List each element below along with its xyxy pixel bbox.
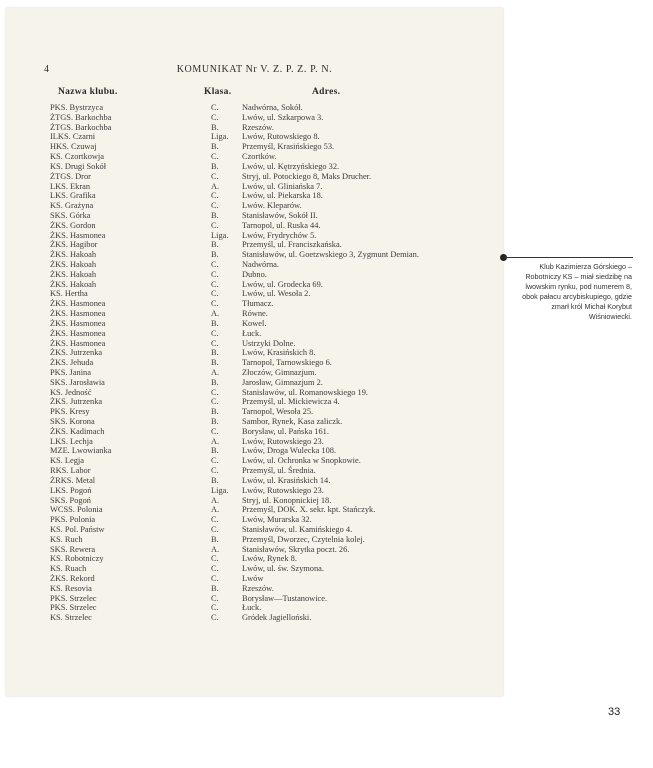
- club-address: Przemyśl, ul. Średnia.: [242, 466, 316, 476]
- club-address: Łuck.: [242, 603, 262, 613]
- club-address: Kowel.: [242, 318, 267, 328]
- column-header-class: Klasa.: [204, 87, 232, 97]
- club-name: ŻKS. Kadimach: [50, 426, 105, 436]
- club-row: [6, 466, 503, 476]
- club-name: ŻKS. Hasmonea: [50, 318, 106, 328]
- club-row: [6, 505, 503, 515]
- club-row: [6, 182, 503, 192]
- club-address: Lwów, ul. Szkarpowa 3.: [242, 112, 324, 122]
- club-row: [6, 172, 503, 182]
- club-list: [6, 103, 503, 623]
- club-row: [6, 231, 503, 241]
- club-class: C.: [211, 564, 219, 574]
- club-name: KS. Jedność: [50, 387, 92, 397]
- club-name: ŻKS. Hagibor: [50, 240, 98, 250]
- club-row: [6, 152, 503, 162]
- club-name: ŻKS. Hakoah: [50, 279, 97, 289]
- club-name: PKS. Bystrzyca: [50, 103, 104, 112]
- club-class: C.: [211, 613, 219, 623]
- club-class: B.: [211, 318, 219, 328]
- club-row: [6, 545, 503, 555]
- club-name: KS. Grażyna: [50, 201, 94, 211]
- club-name: KS. Pol. Państw: [50, 524, 105, 534]
- club-class: C.: [211, 397, 219, 407]
- club-address: Przemyśl, Krasińskiego 53.: [242, 142, 335, 152]
- club-name: LKS. Grafika: [50, 191, 96, 201]
- club-class: B.: [211, 122, 219, 132]
- club-name: KS. Strzelec: [50, 613, 92, 623]
- club-address: Tłumacz.: [242, 299, 274, 309]
- club-class: B.: [211, 407, 219, 417]
- club-row: [6, 564, 503, 574]
- club-name: ŻTGS. Dror: [50, 171, 91, 181]
- club-row: [6, 388, 503, 398]
- club-row: [6, 603, 503, 613]
- club-name: ŻRKS. Metal: [50, 475, 96, 485]
- club-name: LKS. Pogoń: [50, 485, 92, 495]
- club-name: PKS. Kresy: [50, 407, 90, 417]
- club-address: Stanisławów, ul. Kamińskiego 4.: [242, 524, 353, 534]
- club-class: C.: [211, 515, 219, 525]
- club-row: [6, 427, 503, 437]
- club-class: C.: [211, 112, 219, 122]
- club-class: C.: [211, 426, 219, 436]
- club-row: [6, 299, 503, 309]
- club-address: Lwów. Kleparów.: [242, 201, 302, 211]
- club-address: Lwów, ul. Krasińskich 14.: [242, 475, 331, 485]
- header-title: KOMUNIKAT Nr V. Z. P. Z. P. N.: [176, 64, 333, 75]
- club-class: A.: [211, 436, 220, 446]
- club-name: KS. Czortkowja: [50, 152, 104, 162]
- club-row: [6, 201, 503, 211]
- club-address: Tarnopol, Wesoła 25.: [242, 407, 314, 417]
- club-class: A.: [211, 495, 220, 505]
- club-row: [6, 437, 503, 447]
- club-name: KS. Ruch: [50, 534, 83, 544]
- club-class: A.: [211, 505, 220, 515]
- club-address: Sambor, Rynek, Kasa zaliczk.: [242, 417, 343, 426]
- club-class: C.: [211, 603, 219, 613]
- club-name: SKS. Rewera: [50, 544, 96, 554]
- club-name: ŻKS. Hasmonea: [50, 338, 106, 348]
- club-name: ŻKS. Gordon: [50, 220, 96, 230]
- club-name: ŻKS. Hakoah: [50, 260, 97, 269]
- club-address: Lwów, ul. Wesoła 2.: [242, 289, 311, 299]
- club-class: B.: [211, 475, 219, 485]
- club-address: Borysław, ul. Pańska 161.: [242, 426, 329, 436]
- club-name: ŻKS. Rekord: [50, 574, 95, 583]
- club-row: [6, 407, 503, 417]
- club-class: C.: [211, 289, 219, 299]
- club-address: Przemyśl, DOK. X. sekr. kpt. Stańczyk.: [242, 505, 376, 515]
- club-address: Lwów, Murarska 32.: [242, 515, 312, 525]
- club-name: KS. Ruach: [50, 564, 87, 574]
- club-class: B.: [211, 250, 219, 260]
- club-address: Stanisławów, ul. Goetzwskiego 3, Zygmunt Demian.: [242, 250, 419, 260]
- scanned-page: [6, 8, 503, 696]
- club-address: Przemyśl, ul. Franciszkańska.: [242, 240, 342, 250]
- club-name: ŻTGS. Barkochba: [50, 112, 112, 122]
- club-row: [6, 476, 503, 486]
- club-address: Gródek Jagielloński.: [242, 613, 312, 623]
- club-name: ŻKS. Hakoah: [50, 269, 97, 279]
- club-name: ŻKS. Jutrzenka: [50, 397, 103, 407]
- club-address: Czortków.: [242, 152, 277, 162]
- club-name: KS. Hertha: [50, 289, 88, 299]
- club-class: B.: [211, 446, 219, 456]
- club-address: Stanisławów, ul. Romanowskiego 19.: [242, 387, 369, 397]
- club-row: [6, 260, 503, 270]
- page-number: 4: [44, 64, 49, 75]
- club-name: LKS. Ekran: [50, 181, 91, 191]
- club-class: C.: [211, 574, 219, 583]
- club-class: C.: [211, 152, 219, 162]
- club-row: [6, 613, 503, 623]
- club-name: SKS. Jarosławia: [50, 377, 105, 387]
- club-row: [6, 368, 503, 378]
- club-address: Stanisławów, Skrytka poczt. 26.: [242, 544, 350, 554]
- club-row: [6, 358, 503, 368]
- club-name: KS. Resovia: [50, 583, 92, 593]
- club-row: [6, 240, 503, 250]
- club-name: ŻKS. Hasmonea: [50, 230, 106, 240]
- club-row: [6, 132, 503, 142]
- club-class: C.: [211, 593, 219, 603]
- club-row: [6, 319, 503, 329]
- club-address: Złoczów, Gimnazjum.: [242, 367, 317, 377]
- club-class: B.: [211, 358, 219, 368]
- club-name: WCSS. Polonia: [50, 505, 103, 515]
- club-name: ŻKS. Jehuda: [50, 358, 94, 368]
- club-address: Lwów, ul. Piekarska 18.: [242, 191, 323, 201]
- club-name: RKS. Labor: [50, 466, 91, 476]
- club-address: Łuck.: [242, 328, 262, 338]
- club-address: Lwów: [242, 574, 264, 583]
- club-class: C.: [211, 260, 219, 269]
- club-class: C.: [211, 466, 219, 476]
- column-header-address: Adres.: [312, 87, 341, 97]
- club-address: Rzeszów.: [242, 122, 274, 132]
- club-address: Rzeszów.: [242, 583, 274, 593]
- club-class: B.: [211, 161, 219, 171]
- club-row: [6, 584, 503, 594]
- club-name: PKS. Strzelec: [50, 593, 97, 603]
- club-row: [6, 113, 503, 123]
- column-header-name: Nazwa klubu.: [58, 87, 118, 97]
- club-address: Nadwórna.: [242, 260, 279, 269]
- club-name: ŻKS. Jutrzenka: [50, 348, 103, 358]
- club-name: ŻKS. Hasmonea: [50, 309, 106, 319]
- club-address: Nadwórna, Sokół.: [242, 103, 303, 112]
- club-class: A.: [211, 367, 220, 377]
- club-address: Stryj, ul. Potockiego 8, Maks Drucher.: [242, 171, 372, 181]
- club-row: [6, 417, 503, 427]
- club-name: SKS. Pogoń: [50, 495, 91, 505]
- club-class: B.: [211, 534, 219, 544]
- club-row: [6, 280, 503, 290]
- club-address: Lwów, ul. Grodecka 69.: [242, 279, 323, 289]
- club-row: [6, 123, 503, 133]
- club-name: PKS. Janina: [50, 367, 91, 377]
- club-class: C.: [211, 103, 219, 112]
- club-name: HKS. Czuwaj: [50, 142, 97, 152]
- club-class: B.: [211, 348, 219, 358]
- club-row: [6, 525, 503, 535]
- club-address: Dubno.: [242, 269, 267, 279]
- club-row: [6, 446, 503, 456]
- club-address: Lwów, Rutowskiego 23.: [242, 485, 324, 495]
- club-row: [6, 486, 503, 496]
- club-name: PKS. Polonia: [50, 515, 96, 525]
- club-name: KS. Drugi Sokół: [50, 161, 107, 171]
- club-row: [6, 456, 503, 466]
- club-class: C.: [211, 269, 219, 279]
- club-address: Lwów, Krasińskich 8.: [242, 348, 316, 358]
- club-class: C.: [211, 220, 219, 230]
- club-row: [6, 250, 503, 260]
- club-class: C.: [211, 524, 219, 534]
- club-class: B.: [211, 377, 219, 387]
- caption-pointer-line: [503, 257, 633, 258]
- club-name: ŻKS. Hasmonea: [50, 328, 106, 338]
- club-class: B.: [211, 142, 219, 152]
- club-row: [6, 329, 503, 339]
- club-class: C.: [211, 456, 219, 466]
- club-row: [6, 221, 503, 231]
- club-name: PKS. Strzelec: [50, 603, 97, 613]
- club-class: B.: [211, 210, 219, 220]
- club-address: Lwów, ul. Kętrzyńskiego 32.: [242, 161, 340, 171]
- club-name: ILKS. Czarni: [50, 132, 96, 142]
- club-class: Liga.: [211, 230, 229, 240]
- club-address: Lwów, Frydrychów 5.: [242, 230, 317, 240]
- club-address: Przemyśl, ul. Mickiewicza 4.: [242, 397, 340, 407]
- club-row: [6, 554, 503, 564]
- club-name: SKS. Korona: [50, 417, 95, 426]
- club-class: C.: [211, 338, 219, 348]
- club-address: Równe.: [242, 309, 268, 319]
- club-name: ŻKS. Hasmonea: [50, 299, 106, 309]
- club-row: [6, 574, 503, 584]
- club-name: ŻTGS. Barkochba: [50, 122, 112, 132]
- club-name: SKS. Górka: [50, 210, 91, 220]
- club-row: [6, 211, 503, 221]
- club-address: Stanisławów, Sokół II.: [242, 210, 318, 220]
- club-address: Lwów, ul. Gliniańska 7.: [242, 181, 323, 191]
- club-row: [6, 270, 503, 280]
- club-class: C.: [211, 299, 219, 309]
- club-row: [6, 378, 503, 388]
- club-row: [6, 103, 503, 113]
- club-name: LKS. Lechja: [50, 436, 93, 446]
- club-address: Borysław—Tustanowice.: [242, 593, 328, 603]
- club-address: Jarosław, Gimnazjum 2.: [242, 377, 323, 387]
- club-name: KS. Legja: [50, 456, 84, 466]
- club-row: [6, 515, 503, 525]
- club-class: B.: [211, 417, 219, 426]
- club-address: Stryj, ul. Konopnickiej 18.: [242, 495, 332, 505]
- club-name: MZE. Lwowianka: [50, 446, 112, 456]
- club-class: C.: [211, 279, 219, 289]
- photo-caption: Klub Kazimierza Górskiego – Robotniczy KS – miał siedzibę na lwowskim rynku, pod numerem 8, obok pałacu arcybiskupiego, gdzie zmarł król Michał Korybut Wiśniowiecki.: [522, 262, 632, 321]
- club-row: [6, 496, 503, 506]
- club-address: Przemyśl, Dworzec, Czytelnia kolej.: [242, 534, 365, 544]
- club-address: Tarnopol, ul. Ruska 44.: [242, 220, 321, 230]
- club-row: [6, 348, 503, 358]
- club-address: Lwów, ul. św. Szymona.: [242, 564, 324, 574]
- club-name: KS. Robotniczy: [50, 554, 104, 564]
- club-class: C.: [211, 171, 219, 181]
- club-address: Lwów, Rynek 8.: [242, 554, 297, 564]
- club-class: Liga.: [211, 132, 229, 142]
- club-row: [6, 142, 503, 152]
- club-row: [6, 162, 503, 172]
- club-address: Lwów, ul. Ochronka w Snopkowie.: [242, 456, 361, 466]
- club-class: C.: [211, 328, 219, 338]
- club-row: [6, 191, 503, 201]
- club-class: C.: [211, 554, 219, 564]
- book-page-number: 33: [608, 706, 621, 718]
- club-class: C.: [211, 387, 219, 397]
- club-address: Lwów, Droga Wulecka 108.: [242, 446, 337, 456]
- club-class: A.: [211, 181, 220, 191]
- club-address: Tarnopol, Tarnowskiego 6.: [242, 358, 332, 368]
- club-address: Lwów, Rutowskiego 8.: [242, 132, 320, 142]
- club-class: B.: [211, 583, 219, 593]
- club-class: A.: [211, 309, 220, 319]
- club-row: [6, 339, 503, 349]
- club-row: [6, 535, 503, 545]
- club-class: B.: [211, 240, 219, 250]
- club-class: A.: [211, 544, 220, 554]
- club-row: [6, 397, 503, 407]
- club-row: [6, 289, 503, 299]
- club-class: Liga.: [211, 485, 229, 495]
- club-class: C.: [211, 201, 219, 211]
- club-address: Ustrzyki Dolne.: [242, 338, 296, 348]
- club-row: [6, 309, 503, 319]
- club-row: [6, 594, 503, 604]
- club-name: ŻKS. Hakoah: [50, 250, 97, 260]
- club-address: Lwów, Rutowskiego 23.: [242, 436, 324, 446]
- club-class: C.: [211, 191, 219, 201]
